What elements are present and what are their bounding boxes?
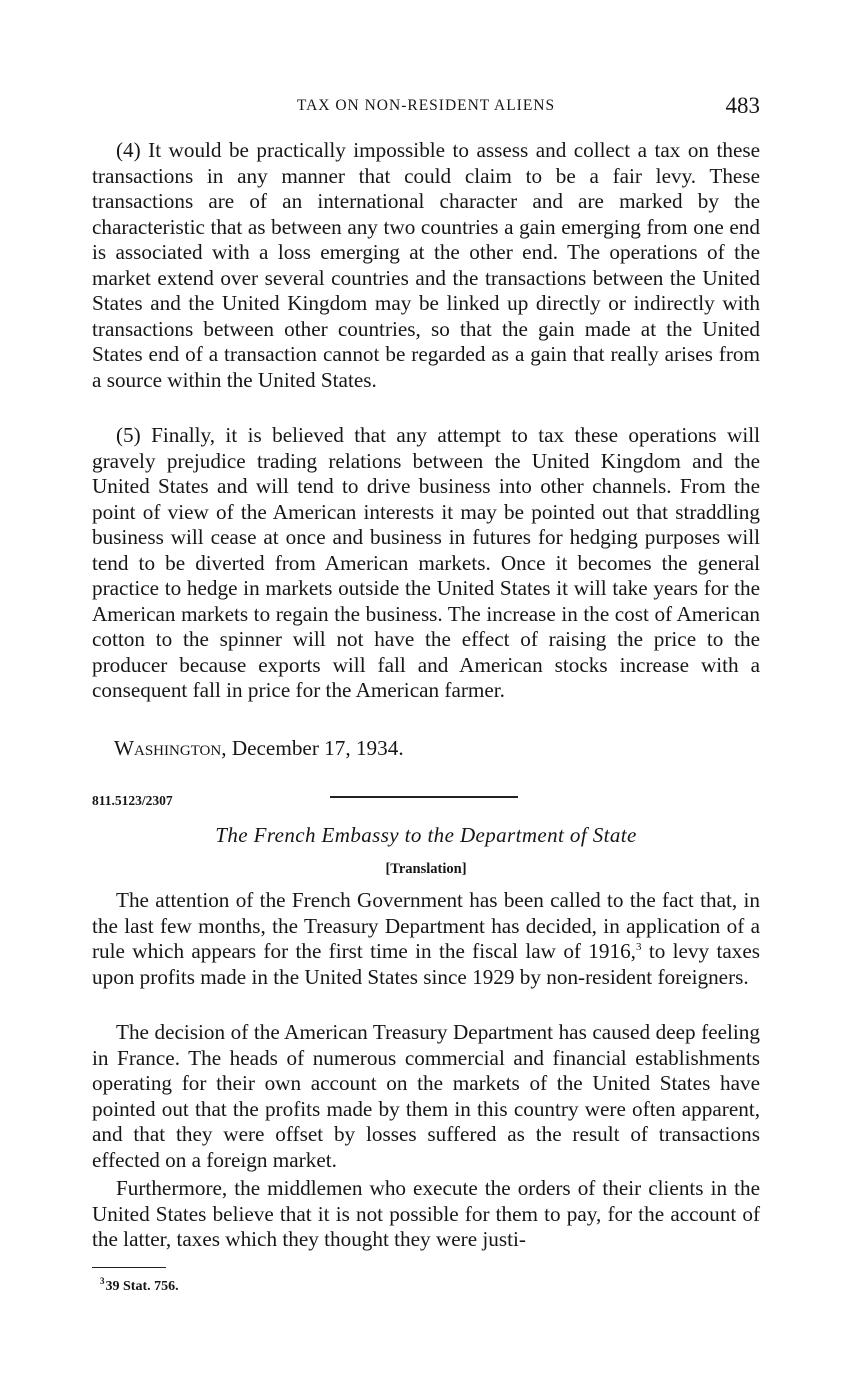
footnote — [100, 1276, 179, 1295]
french-paragraph-1 — [92, 888, 760, 990]
document-page — [92, 0, 760, 1380]
translation-note: [Translation] — [385, 861, 467, 877]
french-paragraph-1-text-end: to levy taxes upon profits made in the United States since 1929 by non-resident foreigners. — [92, 939, 760, 989]
french-paragraph-3: Furthermore, the middlemen who execute the orders of their clients in the United States believe that it is not possible for them to pay, for the account of the latter, taxes which they thought they were justi- — [92, 1176, 760, 1251]
running-title: TAX ON NON-RESIDENT ALIENS — [296, 97, 556, 114]
french-paragraph-1-text: The attention of the French Government has been called to the fact that, in the last few months, the Treasury Department has decided, in application of a rule which appears for the first time in the fiscal law of 1916, — [92, 888, 760, 963]
footnote-rule — [92, 1267, 166, 1268]
dateline — [114, 736, 404, 761]
page-number: 483 — [725, 93, 760, 118]
footnote-reference: 3 — [635, 940, 642, 953]
document-title: The French Embassy to the Department of State — [215, 823, 637, 847]
file-number: 811.5123/2307 — [92, 793, 173, 808]
paragraph-4: (4) It would be practically impossible to assess and collect a tax on these transactions in any manner that could claim to be a fair levy. These transactions are of an international character and are marked by the characteristic that as between any two countries a gain emerging from one end is associated with a loss emerging at the other end. The operations of the market extend over several countries and the transactions between the United States and the United Kingdom may be linked up directly or indirectly with transactions between other countries, so that the gain made at the United States end of a transaction cannot be regarded as a gain that really arises from a source within the United States. — [92, 138, 760, 392]
paragraph-5: (5) Finally, it is believed that any attempt to tax these operations will gravely prejudice trading relations between the United Kingdom and the United States and will tend to drive business into other channels. From the point of view of the American interests it may be pointed out that straddling business will cease at once and business in futures for hedging purposes will tend to be diverted from American markets. Once it becomes the general practice to hedge in markets outside the United States it will take years for the American markets to regain the business. The increase in the cost of American cotton to the spinner will not have the effect of raising the price to the producer because exports will fall and American stocks increase with a consequent fall in price for the American farmer. — [92, 423, 760, 702]
french-paragraph-2: The decision of the American Treasury Department has caused deep feeling in France. The heads of numerous commercial and financial establishments operating for their own account on the markets of the United States have pointed out that the profits made by them in this country were often apparent, and that they were offset by losses suffered as the result of transactions effected on a foreign market. — [92, 1020, 760, 1172]
running-head — [92, 93, 760, 119]
dateline-date: , December 17, 1934. — [221, 736, 404, 760]
footnote-text: 39 Stat. 756. — [105, 1279, 179, 1294]
footnote-marker: 3 — [100, 1276, 105, 1287]
dateline-place: Washington — [114, 736, 222, 760]
section-divider — [330, 796, 518, 798]
